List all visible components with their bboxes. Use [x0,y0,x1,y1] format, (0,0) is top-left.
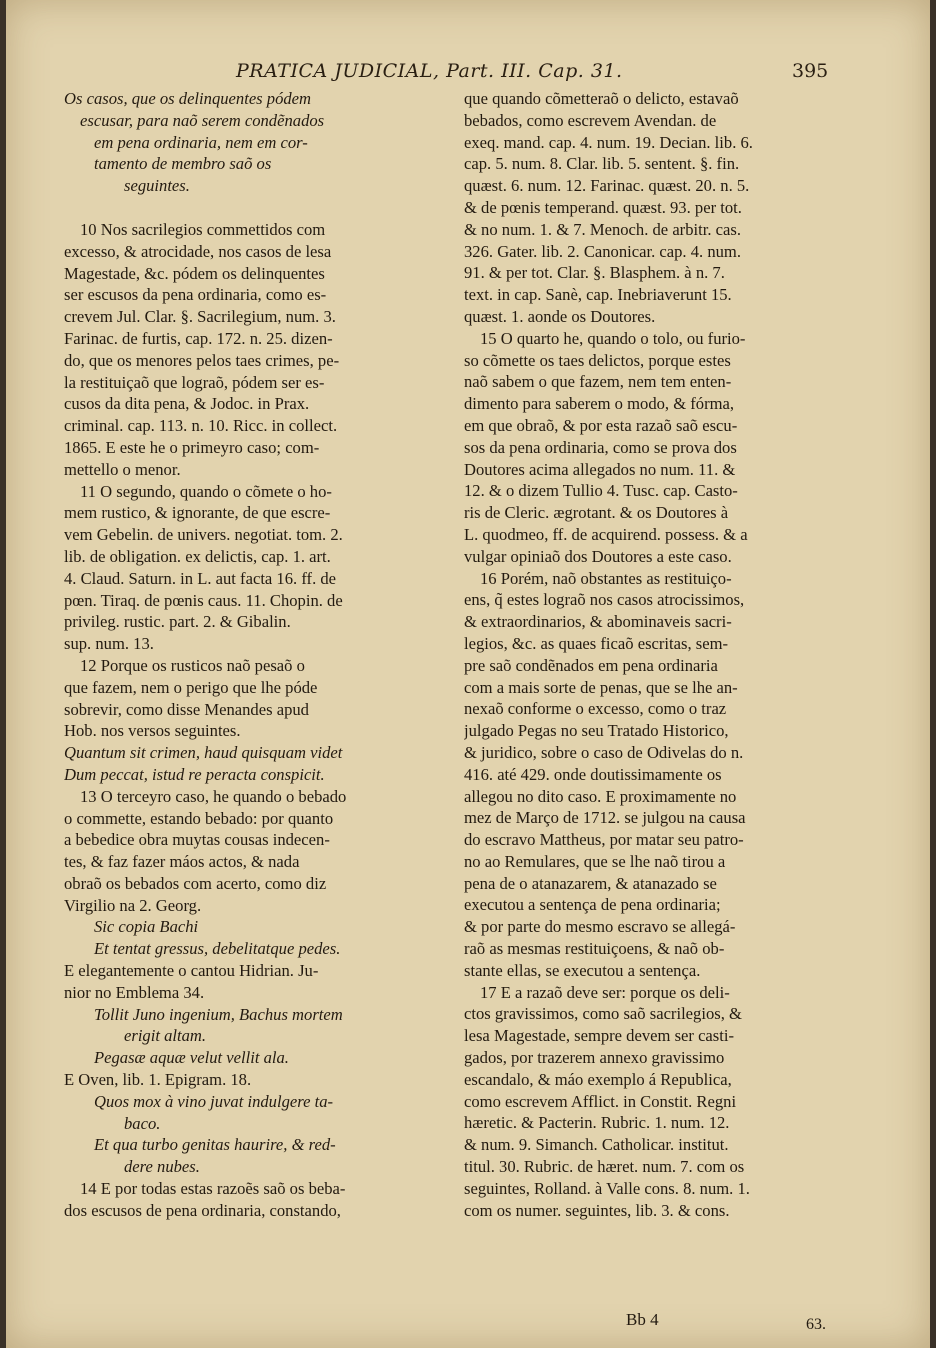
text-line: allegou no dito caso. E proximamente no [464,786,737,806]
text-line: 16 Porém, naõ obstantes as restituiço- [480,568,732,588]
text-line: 11 O segundo, quando o cõmete o ho- [80,481,332,501]
text-line: 13 O terceyro caso, he quando o bebado [80,786,347,806]
text-line: so cõmette os taes delictos, porque estes [464,350,731,370]
text-line: a bebedice obra muytas cousas indecen- [64,830,330,850]
text-line: mez de Março de 1712. se julgou na causa [464,808,746,828]
text-line: lib. de obligation. ex delictis, cap. 1. art. [64,546,331,566]
text-line: Dum peccat, istud re peracta conspicit. [64,764,325,784]
text-line: nexaõ conforme o excesso, como o traz [464,699,727,719]
text-line: sup. num. 13. [64,634,154,654]
text-line: escusar, para naõ serem condẽnados [80,110,325,130]
text-line: Virgilio na 2. Georg. [64,895,202,915]
text-line: & extraordinarios, & abominaveis sacri- [464,612,732,632]
catchword: 63. [806,1316,826,1333]
text-line: hæretic. & Pacterin. Rubric. 1. num. 12. [464,1113,730,1133]
text-line: sobrevir, como disse Menandes apud [64,699,309,719]
text-line: 12 Porque os rusticos naõ pesaõ o [80,655,305,675]
text-line: & de pœnis temperand. quæst. 93. per tot. [464,197,742,217]
text-line: ris de Cleric. ægrotant. & os Doutores à [464,503,729,523]
text-line: executou a sentença de pena ordinaria; [464,895,721,915]
text-line: mem rustico, & ignorante, de que escre- [64,503,331,523]
text-line: obraõ os bebados com acerto, como diz [64,873,327,893]
text-line: Doutores acima allegados no num. 11. & [464,459,736,479]
text-line: L. quodmeo, ff. de acquirend. possess. & a [464,524,748,544]
text-line: do, que os menores pelos taes crimes, pe- [64,350,340,370]
text-line: seguintes. [124,176,190,196]
text-line: pena de o atanazarem, & atanazado se [464,873,717,893]
text-line: escandalo, & máo exemplo á Republica, [464,1069,732,1089]
text-line: vulgar opiniaõ dos Doutores a este caso. [464,546,732,566]
text-line: como escrevem Afflict. in Constit. Regni [464,1091,737,1111]
text-line: cap. 5. num. 8. Clar. lib. 5. sentent. §. fin. [464,154,740,174]
text-line: ctos gravissimos, como saõ sacrilegios, & [464,1004,742,1024]
running-title: PRATICA JUDICIAL, Part. III. Cap. 31. [236,60,623,82]
text-line: quæst. 1. aonde os Doutores. [464,306,656,326]
text-line: 326. Gater. lib. 2. Canonicar. cap. 4. num. [464,241,741,261]
text-line: titul. 30. Rubric. de hæret. num. 7. com os [464,1157,745,1177]
text-line: pœn. Tiraq. de pœnis caus. 11. Chopin. de [64,590,343,610]
text-line: 17 E a razaõ deve ser: porque os deli- [480,982,730,1002]
text-line: julgado Pegas no seu Tratado Historico, [464,721,729,741]
text-line [64,197,450,219]
text-line: 15 O quarto he, quando o tolo, ou furio- [480,328,746,348]
text-line: stante ellas, se executou a sentença. [464,960,701,980]
text-line: text. in cap. Sanè, cap. Inebriaverunt 15. [464,285,732,305]
text-line: dere nubes. [124,1157,200,1177]
text-line: vem Gebelin. de univers. negotiat. tom. 2. [64,525,343,545]
text-line: tes, & faz fazer máos actos, & nada [64,852,300,872]
text-line: la restituiçaõ que lograõ, pódem ser es- [64,372,325,392]
text-line: 1865. E este he o primeyro caso; com- [64,437,320,457]
text-line: Et tentat gressus, debelitatque pedes. [94,939,341,959]
text-line: nior no Emblema 34. [64,982,205,1002]
text-line: do escravo Mattheus, por matar seu patro- [464,830,744,850]
text-line: Pegasæ aquæ velut vellit ala. [94,1048,289,1068]
text-line: E elegantemente o cantou Hidrian. Ju- [64,961,319,981]
text-line: Os casos, que os delinquentes pódem [64,89,312,108]
text-line: Quos mox à vino juvat indulgere ta- [94,1091,334,1111]
text-line: ens, q̃ estes lograõ nos casos atrocissimos, [464,590,745,610]
text-line: criminal. cap. 113. n. 10. Ricc. in collect. [64,416,338,436]
text-line: naõ sabem o que fazem, nem tem enten- [464,372,732,392]
text-line: Sic copia Bachi [94,917,199,937]
text-line: no ao Remulares, que se lhe naõ tirou a [464,851,726,871]
text-line: Hob. nos versos seguintes. [64,721,241,741]
text-line: Et qua turbo genitas haurire, & red- [94,1135,336,1155]
text-line: Farinac. de furtis, cap. 172. n. 25. dizen- [64,328,333,348]
book-page [6,0,930,1348]
text-line: E Oven, lib. 1. Epigram. 18. [64,1070,252,1090]
text-line: 4. Claud. Saturn. in L. aut facta 16. ff. de [64,568,337,588]
text-line: dos escusos de pena ordinaria, constando, [64,1200,341,1220]
text-line: com os numer. seguintes, lib. 3. & cons. [464,1200,730,1220]
text-line: quæst. 6. num. 12. Farinac. quæst. 20. n. 5. [464,176,750,196]
text-line: mettello o menor. [64,459,181,479]
text-line: Tollit Juno ingenium, Bachus mortem [94,1004,343,1024]
text-line: exeq. mand. cap. 4. num. 19. Decian. lib. 6. [464,132,753,152]
text-line: bebados, como escrevem Avendan. de [464,110,717,130]
text-line: que quando cõmetteraõ o delicto, estavaõ [464,89,739,108]
text-line: Quantum sit crimen, haud quisquam videt [64,743,343,763]
text-line: excesso, & atrocidade, nos casos de lesa [64,241,332,261]
text-line: sos da pena ordinaria, como se prova dos [464,437,737,457]
text-line: & num. 9. Simanch. Catholicar. institut. [464,1135,729,1155]
text-line: raõ as mesmas restituiçoens, & naõ ob- [464,939,725,959]
text-line: lesa Magestade, sempre devem ser casti- [464,1026,734,1046]
text-line: & por parte do mesmo escravo se allegá- [464,917,736,937]
text-line: 12. & o dizem Tullio 4. Tusc. cap. Casto- [464,481,738,501]
text-line: 10 Nos sacrilegios commettidos com [80,219,326,239]
text-line: em pena ordinaria, nem em cor- [94,132,308,152]
text-line: com a mais sorte de penas, que se lhe an- [464,677,738,697]
text-line: & no num. 1. & 7. Menoch. de arbitr. cas. [464,219,741,239]
text-line: erigit altam. [124,1026,207,1046]
text-line: tamento de membro saõ os [94,154,272,174]
text-line: pre saõ condẽnados em pena ordinaria [464,655,718,675]
text-line: o commette, estando bebado: por quanto [64,808,334,828]
text-line: 416. até 429. onde doutissimamente os [464,764,722,784]
text-line: que fazem, nem o perigo que lhe póde [64,677,318,697]
text-line: seguintes, Rolland. à Valle cons. 8. num. 1. [464,1178,750,1198]
text-line: 91. & per tot. Clar. §. Blasphem. à n. 7. [464,263,725,283]
text-line: ser escusos da pena ordinaria, como es- [64,285,327,305]
left-column [64,88,450,1222]
signature-mark: Bb 4 [626,1310,659,1329]
text-line: & juridico, sobre o caso de Odivelas do n. [464,742,744,762]
text-line: privileg. rustic. part. 2. & Gibalin. [64,612,291,632]
text-line: gados, por trazerem annexo gravissimo [464,1048,725,1068]
text-line: legios, &c. as quaes ficaõ escritas, sem- [464,633,729,653]
text-line: crevem Jul. Clar. §. Sacrilegium, num. 3. [64,307,336,327]
right-column [464,88,836,1221]
text-line: 14 E por todas estas razoẽs saõ os beba- [80,1179,346,1199]
text-line: em que obraõ, & por esta razaõ saõ escu- [464,415,738,435]
text-line: cusos da dita pena, & Jodoc. in Prax. [64,394,310,414]
text-line: Magestade, &c. pódem os delinquentes [64,263,325,283]
text-line: dimento para saberem o modo, & fórma, [464,394,735,414]
text-line: baco. [124,1113,161,1133]
page-number: 395 [792,60,829,82]
